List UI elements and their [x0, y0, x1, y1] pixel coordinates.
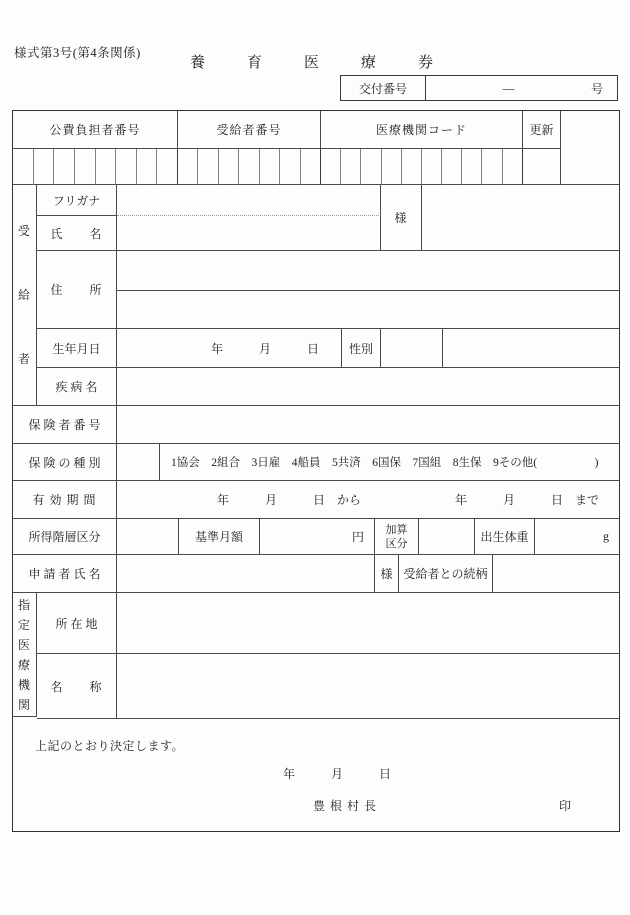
- digit-cell-institution-1[interactable]: [321, 149, 341, 185]
- decision-text: 上記のとおり決定します。: [35, 739, 185, 753]
- digit-cell-payer-6[interactable]: [116, 149, 137, 185]
- income-tier-input-cell[interactable]: [117, 519, 179, 555]
- address-label: 住 所: [37, 251, 117, 329]
- form-style-number: 様式第3号(第4条関係): [14, 46, 141, 60]
- issue-number-box: [340, 75, 618, 101]
- decision-block: [13, 719, 619, 831]
- digit-cell-recipient-6[interactable]: [280, 149, 300, 185]
- institution-location-label: 所 在 地: [37, 593, 117, 654]
- digit-cell-institution-10[interactable]: [503, 149, 523, 185]
- addition-class-label: 加算区分: [375, 519, 419, 555]
- issue-number-label: 交付番号: [341, 76, 426, 100]
- renewal-header: 更新: [523, 111, 561, 149]
- birthdate-label: 生年月日: [37, 329, 117, 368]
- digit-cell-recipient-3[interactable]: [219, 149, 239, 185]
- furigana-input-cell[interactable]: [117, 185, 381, 216]
- issue-number-unit: 号: [591, 81, 604, 96]
- insurer-number-input-cell[interactable]: [117, 406, 619, 444]
- insurance-type-code-cell[interactable]: [117, 444, 160, 481]
- digit-cell-payer-3[interactable]: [54, 149, 75, 185]
- digit-cell-recipient-5[interactable]: [260, 149, 280, 185]
- address-line2-input-cell[interactable]: [117, 291, 619, 329]
- digit-cell-recipient-7[interactable]: [301, 149, 321, 185]
- digit-cell-payer-5[interactable]: [96, 149, 117, 185]
- digit-cell-payer-1[interactable]: [13, 149, 34, 185]
- digit-cell-institution-9[interactable]: [482, 149, 502, 185]
- disease-name-label: 疾 病 名: [37, 368, 117, 406]
- income-tier-label: 所得階層区分: [13, 519, 117, 555]
- applicant-sama-suffix: 様: [375, 555, 399, 593]
- recipient-number-header: 受給者番号: [178, 111, 321, 149]
- digit-cell-institution-6[interactable]: [422, 149, 442, 185]
- addition-class-input-cell[interactable]: [419, 519, 475, 555]
- seal-mark: 印: [559, 799, 573, 813]
- digit-cell-institution-5[interactable]: [402, 149, 422, 185]
- applicant-name-label: 申 請 者 氏 名: [13, 555, 117, 593]
- digit-cell-institution-2[interactable]: [341, 149, 361, 185]
- digit-cell-payer-8[interactable]: [157, 149, 178, 185]
- mayor-title: 豊 根 村 長: [313, 799, 378, 813]
- valid-period-input-cell[interactable]: [117, 481, 619, 519]
- valid-period-to: 年 月 日 まで: [455, 493, 600, 507]
- digit-cell-institution-3[interactable]: [361, 149, 381, 185]
- digit-cell-recipient-1[interactable]: [178, 149, 198, 185]
- digit-cell-recipient-2[interactable]: [198, 149, 218, 185]
- furigana-label: フリガナ: [37, 185, 117, 216]
- header-corner-blank-cell[interactable]: [561, 111, 619, 185]
- renewal-input-cell[interactable]: [523, 149, 561, 185]
- gender-label: 性別: [342, 329, 381, 368]
- insurance-type-options[interactable]: 1協会 2組合 3日雇 4船員 5共済 6国保 7国組 8生保 9その他( ): [160, 444, 619, 481]
- digit-cell-institution-4[interactable]: [382, 149, 402, 185]
- digit-cell-institution-7[interactable]: [442, 149, 462, 185]
- recipient-section-side-label: 受給者: [13, 185, 37, 406]
- insurer-number-label: 保 険 者 番 号: [13, 406, 117, 444]
- issue-number-value[interactable]: ―: [502, 80, 515, 95]
- digit-cell-institution-8[interactable]: [462, 149, 482, 185]
- name-label: 氏 名: [37, 216, 117, 251]
- name-input-cell[interactable]: [117, 216, 381, 251]
- standard-monthly-label: 基準月額: [179, 519, 260, 555]
- digit-row: [13, 149, 523, 185]
- digit-cell-payer-4[interactable]: [75, 149, 96, 185]
- main-form-table: [12, 110, 620, 832]
- insurance-type-label: 保 険 の 種 別: [13, 444, 117, 481]
- gender-right-blank-cell[interactable]: [443, 329, 619, 368]
- gender-input-cell[interactable]: [381, 329, 443, 368]
- birthdate-input-cell[interactable]: 年 月 日: [117, 329, 342, 368]
- relation-input-cell[interactable]: [493, 555, 619, 593]
- form-title: 養育医療券: [190, 55, 476, 71]
- institution-name-label: 名 称: [37, 654, 117, 719]
- payer-number-header: 公費負担者番号: [13, 111, 178, 149]
- institution-location-input-cell[interactable]: [117, 593, 619, 654]
- birth-weight-input-cell[interactable]: g: [535, 519, 619, 555]
- institution-name-input-cell[interactable]: [117, 654, 619, 719]
- relation-label: 受給者との続柄: [399, 555, 493, 593]
- valid-period-from: 年 月 日 から: [217, 493, 362, 507]
- decision-date[interactable]: 年 月 日: [283, 767, 392, 781]
- digit-cell-recipient-4[interactable]: [239, 149, 259, 185]
- name-right-blank-cell[interactable]: [422, 185, 619, 251]
- applicant-name-input-cell[interactable]: [117, 555, 375, 593]
- institution-section-side-label: 指定医療機関: [13, 593, 37, 717]
- institution-code-header: 医療機関コード: [321, 111, 523, 149]
- name-sama-suffix: 様: [381, 185, 422, 251]
- valid-period-label: 有 効 期 間: [13, 481, 117, 519]
- disease-name-input-cell[interactable]: [117, 368, 619, 406]
- standard-monthly-input-cell[interactable]: 円: [260, 519, 375, 555]
- digit-cell-payer-2[interactable]: [34, 149, 55, 185]
- birth-weight-label: 出生体重: [475, 519, 535, 555]
- digit-cell-payer-7[interactable]: [137, 149, 158, 185]
- address-line1-input-cell[interactable]: [117, 251, 619, 291]
